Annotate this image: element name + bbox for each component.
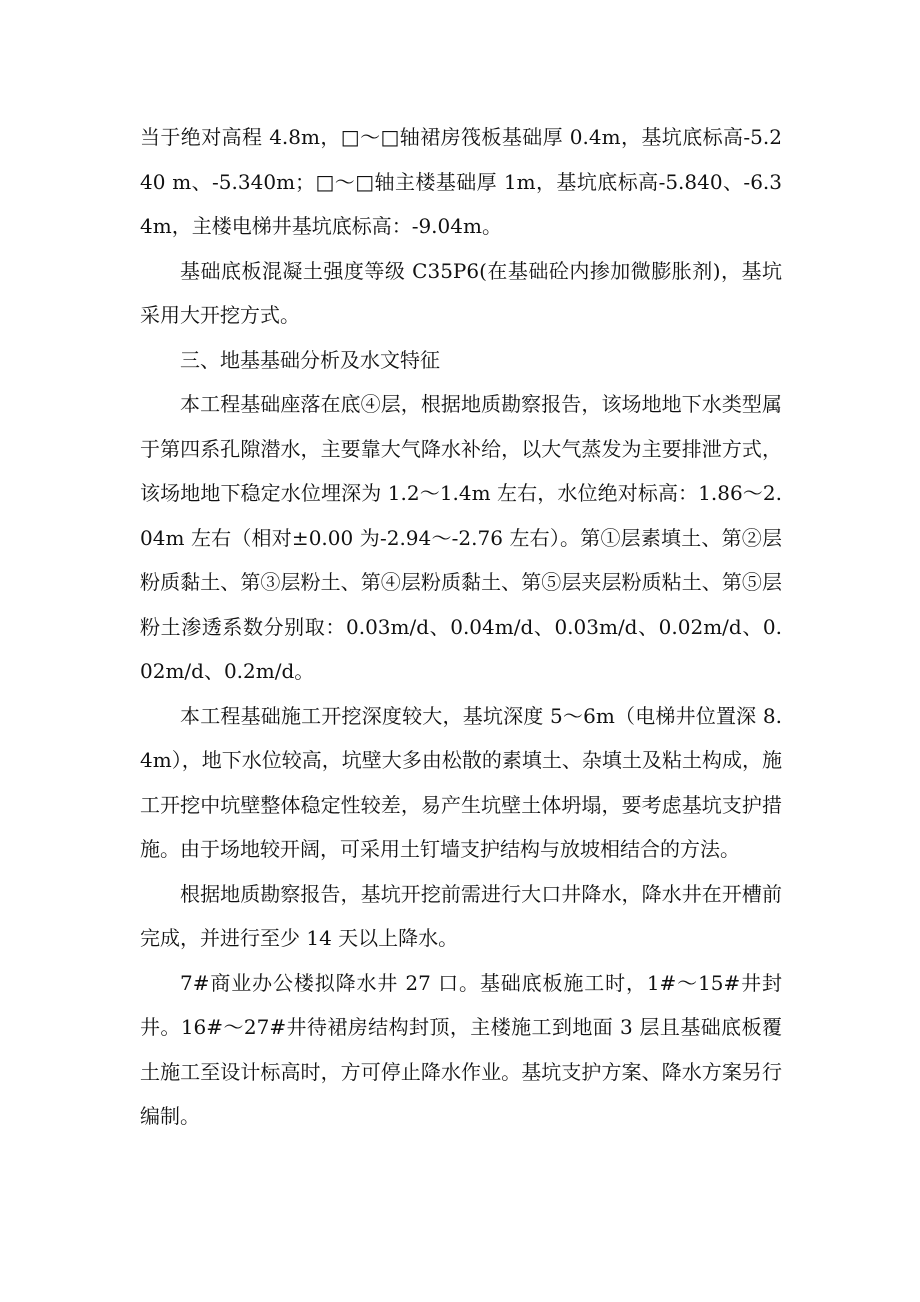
section-heading-foundation-hydrology: 三、地基基础分析及水文特征 <box>180 347 440 372</box>
document-body <box>140 115 782 1139</box>
paragraph-elevation-continuation: 当于绝对高程 4.8m，□～□轴裙房筏板基础厚 0.4m，基坑底标高-5.240 m、-5.340m；□～□轴主楼基础厚 1m，基坑底标高-5.840、-6.34m，主楼电梯井基坑底标高：-9.04m。 <box>140 125 782 238</box>
paragraph-excavation-support: 本工程基础施工开挖深度较大，基坑深度 5～6m（电梯井位置深 8.4m），地下水位较高，坑壁大多由松散的素填土、杂填土及粘土构成，施工开挖中坑壁整体稳定性较差，易产生坑壁土体坍塌，要考虑基坑支护措施。由于场地较开阔，可采用土钉墙支护结构与放坡相结合的方法。 <box>140 703 782 861</box>
paragraph-dewatering-wells: 根据地质勘察报告，基坑开挖前需进行大口井降水，降水井在开槽前完成，并进行至少 14 天以上降水。 <box>140 881 782 950</box>
paragraph-groundwater: 本工程基础座落在底④层，根据地质勘察报告，该场地地下水类型属于第四系孔隙潜水，主要靠大气降水补给，以大气蒸发为主要排泄方式，该场地地下稳定水位埋深为 1.2～1.4m 左右，水位绝对标高：1.86～2.04m 左右（相对±0.00 为-2.94～-2.76 左右）。第①层素填土、第②层粉质黏土、第③层粉土、第④层粉质黏土、第⑤层夹层粉质粘土、第⑤层粉土渗透系数分别取：0.03m/d、0.04m/d、0.03m/d、0.02m/d、0.02m/d、0.2m/d。 <box>140 392 782 683</box>
paragraph-concrete-grade: 基础底板混凝土强度等级 C35P6(在基础砼内掺加微膨胀剂)，基坑采用大开挖方式。 <box>140 258 782 327</box>
paragraph-well-plan: 7#商业办公楼拟降水井 27 口。基础底板施工时，1#～15#井封井。16#～27#井待裙房结构封顶，主楼施工到地面 3 层且基础底板覆土施工至设计标高时，方可停止降水作业。基坑支护方案、降水方案另行编制。 <box>140 970 782 1128</box>
